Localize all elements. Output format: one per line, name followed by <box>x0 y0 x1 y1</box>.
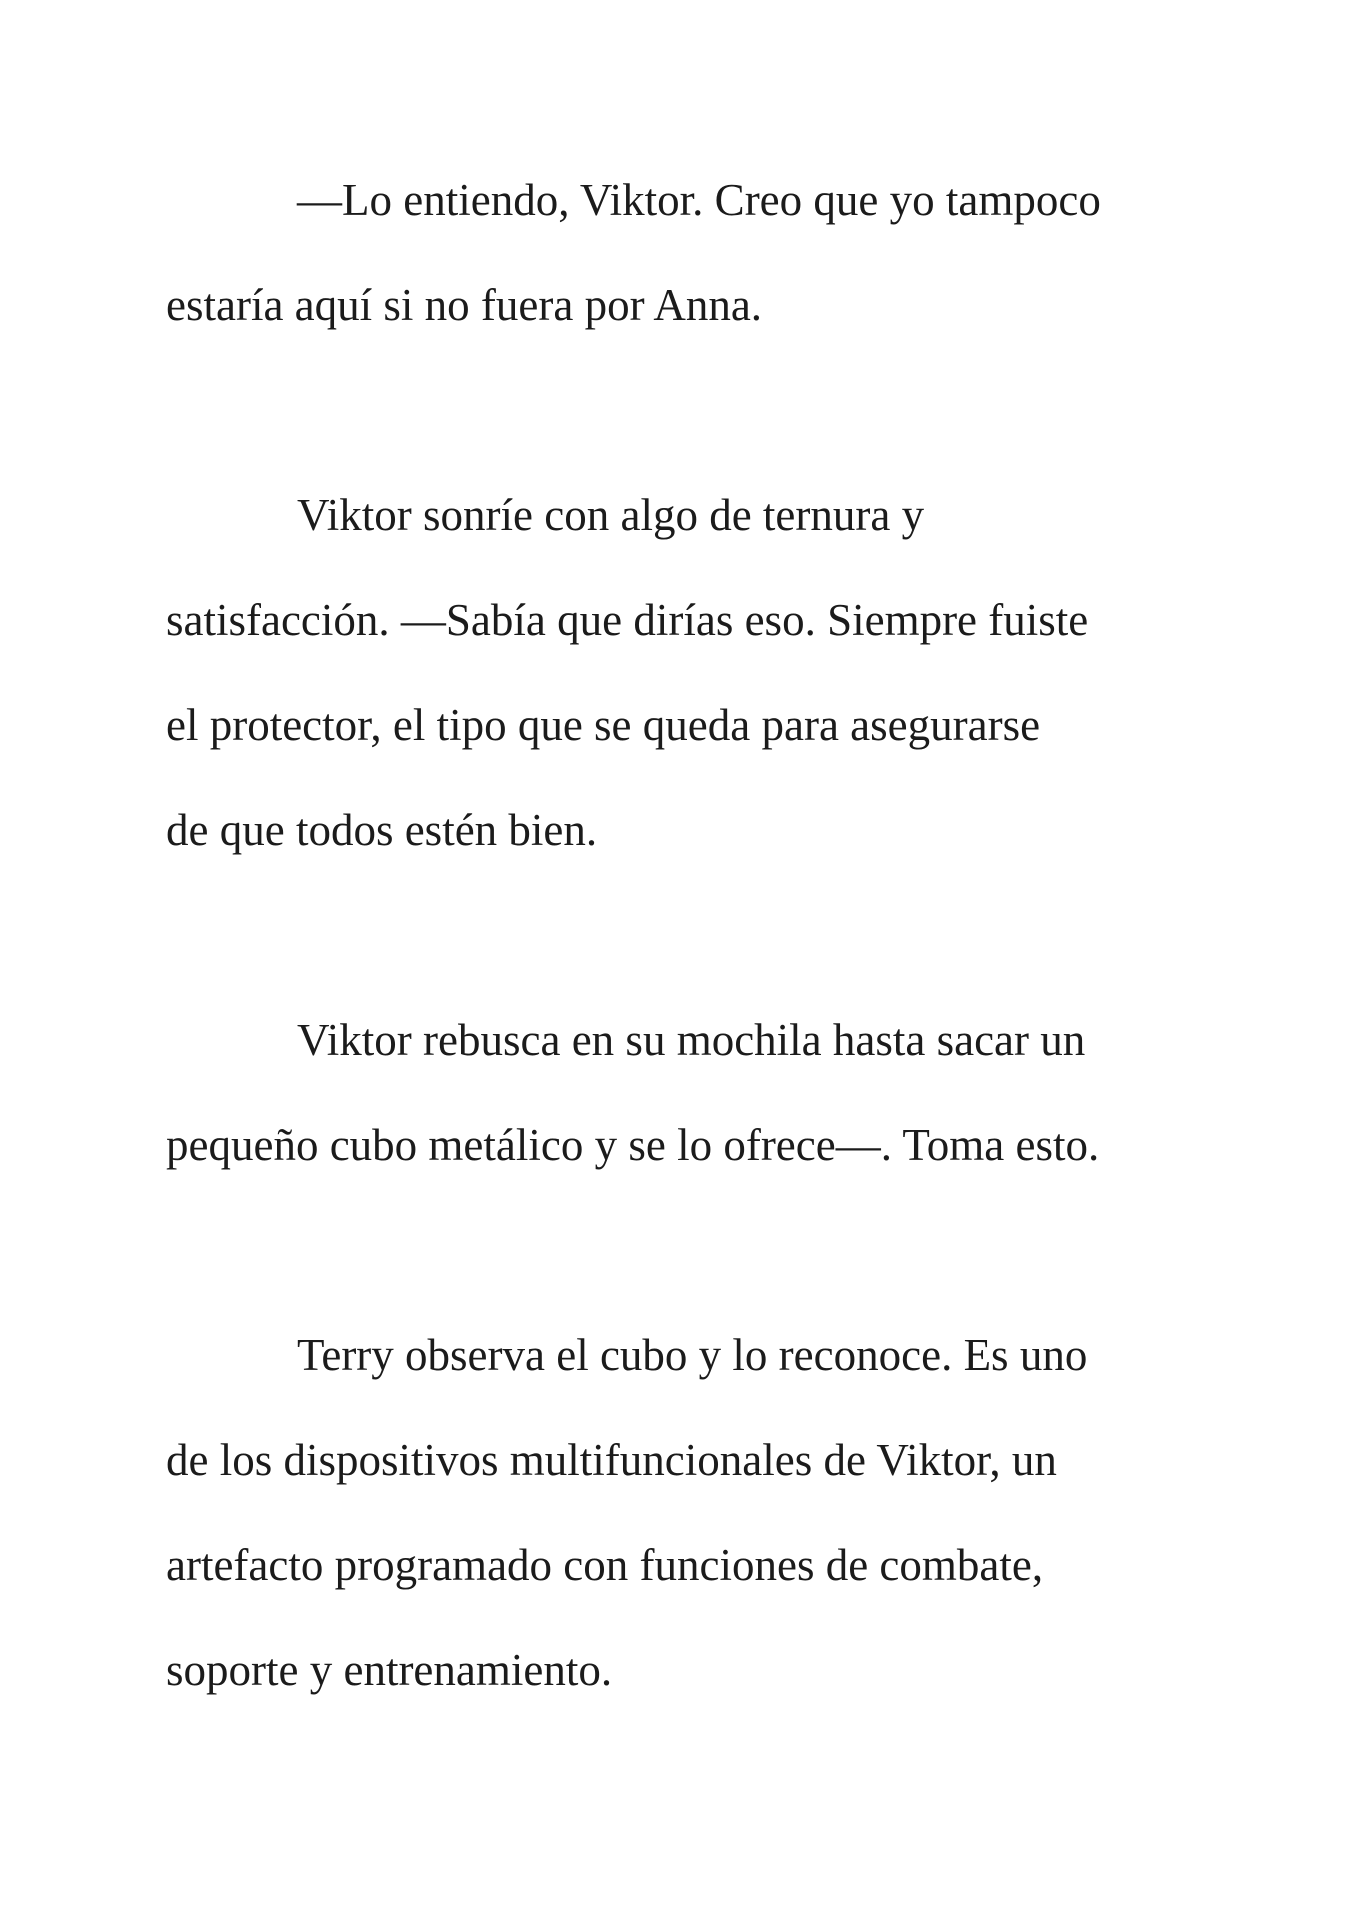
paragraph-line: satisfacción. —Sabía que dirías eso. Siempre fuiste <box>166 595 1089 645</box>
paragraph-line: Terry observa el cubo y lo reconoce. Es uno <box>297 1330 1088 1380</box>
paragraph-line: artefacto programado con funciones de combate, <box>166 1540 1044 1590</box>
paragraph-line: el protector, el tipo que se queda para asegurarse <box>166 700 1041 750</box>
paragraph-line: soporte y entrenamiento. <box>166 1645 613 1695</box>
paragraph-line: estaría aquí si no fuera por Anna. <box>166 280 763 330</box>
paragraph-line: de que todos estén bien. <box>166 805 598 855</box>
paragraph-line: de los dispositivos multifuncionales de Viktor, un <box>166 1435 1057 1485</box>
paragraph-line: —Lo entiendo, Viktor. Creo que yo tampoco <box>297 175 1101 225</box>
paragraph-line: Viktor sonríe con algo de ternura y <box>297 490 925 540</box>
paragraph-line: pequeño cubo metálico y se lo ofrece—. Toma esto. <box>166 1120 1100 1170</box>
paragraph-line: Viktor rebusca en su mochila hasta sacar un <box>297 1015 1086 1065</box>
